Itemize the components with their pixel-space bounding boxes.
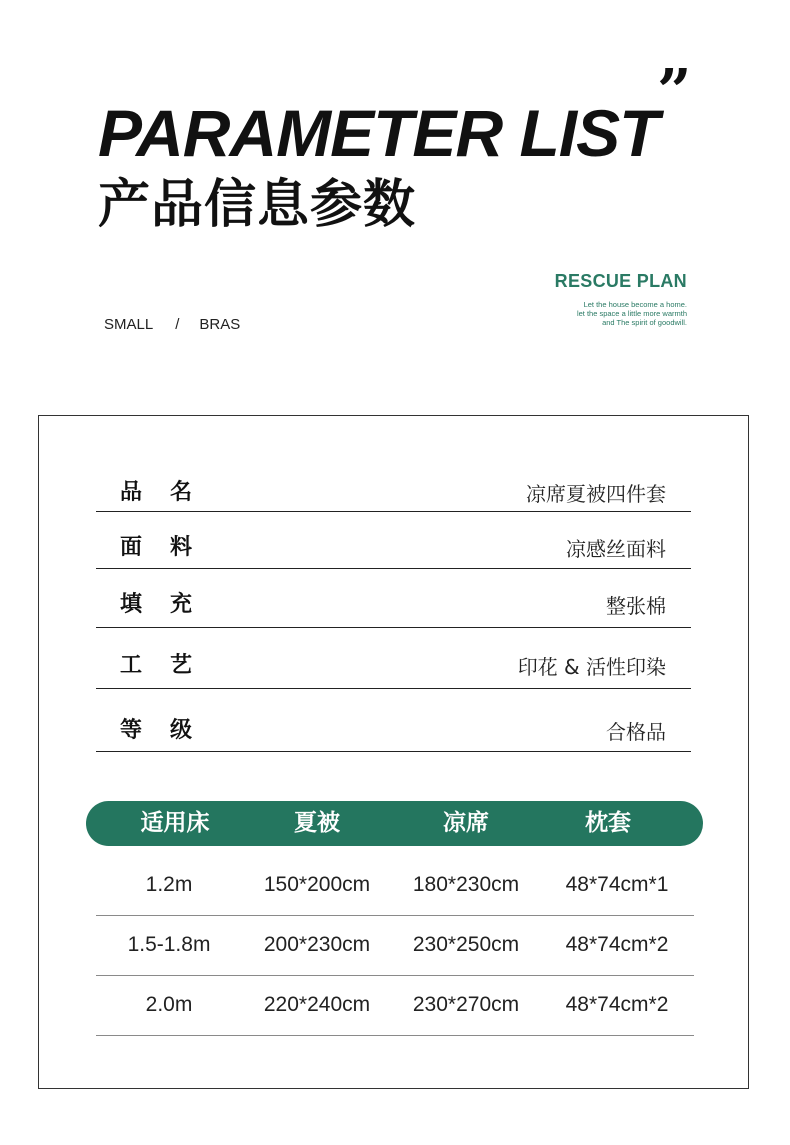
spec-header-pillowcase: 枕套 (585, 810, 631, 836)
param-label: 工艺 (120, 653, 221, 678)
spec-cell: 1.5-1.8m (127, 933, 211, 956)
page-title-cn: 产品信息参数 (98, 175, 417, 235)
param-value: 凉席夏被四件套 (526, 482, 666, 506)
brand-tagline (555, 300, 687, 327)
spec-cell: 230*250cm (412, 933, 520, 956)
param-label: 面料 (120, 535, 221, 560)
spec-header-bed: 适用床 (140, 810, 210, 836)
brand-tagline-line: and The spirit of goodwill. (602, 318, 687, 327)
spec-cell: 200*230cm (263, 933, 371, 956)
table-row (96, 856, 694, 916)
spec-cell: 230*270cm (412, 993, 520, 1016)
spec-cell: 48*74cm*1 (565, 873, 669, 896)
breadcrumb-item-small: SMALL (104, 316, 154, 333)
param-label: 品名 (120, 480, 221, 505)
spec-cell: 48*74cm*2 (565, 993, 669, 1016)
spec-cell: 1.2m (145, 873, 193, 896)
table-row (96, 976, 694, 1036)
param-row-name (96, 467, 691, 512)
spec-header-mat: 凉席 (443, 810, 489, 836)
param-value: 合格品 (606, 720, 666, 744)
param-row-grade (96, 689, 691, 752)
spec-cell: 48*74cm*2 (565, 933, 669, 956)
param-row-craft (96, 628, 691, 689)
spec-cell: 2.0m (145, 993, 193, 1016)
spec-cell: 220*240cm (263, 993, 371, 1016)
param-value: 印花 & 活性印染 (517, 655, 666, 679)
breadcrumb-item-bras: BRAS (199, 316, 241, 333)
breadcrumb-separator: / (175, 316, 180, 333)
param-label: 填充 (120, 592, 221, 617)
quote-mark-icon: ” (657, 57, 692, 127)
spec-table-body (96, 856, 694, 1036)
param-value: 凉感丝面料 (566, 537, 666, 561)
param-list (96, 467, 691, 752)
spec-table-header (86, 801, 703, 846)
param-row-fabric (96, 512, 691, 569)
spec-cell: 180*230cm (412, 873, 520, 896)
param-value: 整张棉 (606, 594, 666, 618)
brand-name: RESCUE PLAN (554, 271, 687, 291)
breadcrumb (104, 316, 240, 333)
brand-tagline-line: let the space a little more warmth (576, 309, 687, 318)
brand-block (555, 272, 687, 327)
page-title-en: PARAMETER LIST (98, 96, 659, 170)
param-label: 等级 (120, 718, 221, 743)
spec-header-quilt: 夏被 (294, 810, 340, 836)
table-row (96, 916, 694, 976)
spec-cell: 150*200cm (263, 873, 371, 896)
brand-tagline-line: Let the house become a home. (583, 300, 687, 309)
param-row-filling (96, 569, 691, 628)
